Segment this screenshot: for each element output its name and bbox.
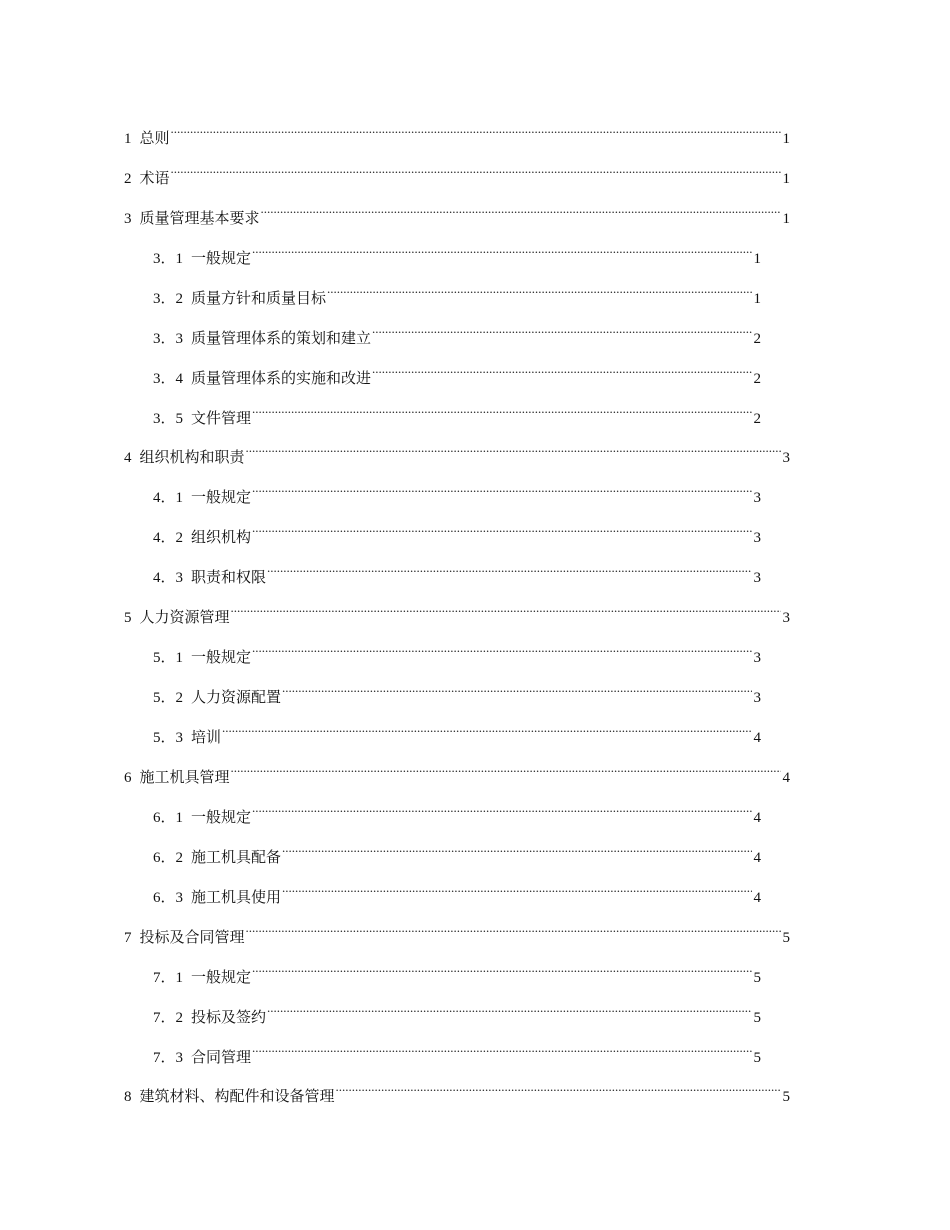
toc-dot-leader	[261, 183, 781, 223]
toc-entry-title: 一般规定	[191, 650, 252, 667]
toc-entry-number: 7．1	[153, 969, 184, 986]
toc-entry-page-number: 3	[753, 490, 761, 507]
toc-entry-page-number: 5	[782, 1089, 790, 1106]
toc-entry-number: 7	[124, 929, 132, 946]
toc-entry[interactable]	[124, 183, 790, 227]
toc-entry-title: 组织机构	[191, 530, 252, 547]
toc-entry-page-number: 1	[782, 170, 790, 187]
toc-dot-leader	[252, 942, 752, 982]
toc-dot-leader	[282, 662, 752, 702]
toc-entry-title: 质量管理体系的策划和建立	[191, 330, 372, 347]
toc-entry-page-number: 4	[753, 889, 761, 906]
toc-entry-title: 总则	[139, 130, 170, 147]
toc-entry-number: 6	[124, 769, 132, 786]
toc-entry-number: 4	[124, 450, 132, 467]
toc-entry-number: 5．1	[153, 650, 184, 667]
toc-entry-number: 7．3	[153, 1049, 184, 1066]
toc-entry-number: 3．4	[153, 370, 184, 387]
toc-entry-title: 培训	[191, 730, 222, 746]
toc-dot-leader	[252, 502, 752, 542]
toc-entry-title: 质量管理基本要求	[139, 210, 260, 227]
toc-entry-number: 3	[124, 210, 132, 227]
toc-entry-title: 合同管理	[191, 1049, 252, 1066]
toc-dot-leader	[267, 542, 752, 582]
toc-entry-page-number: 4	[753, 849, 761, 866]
toc-entry-title: 文件管理	[191, 410, 252, 427]
toc-entry-number: 4．2	[153, 530, 184, 547]
toc-dot-leader	[222, 702, 752, 742]
toc-dot-leader	[267, 982, 752, 1022]
toc-entry-page-number: 2	[753, 410, 761, 427]
toc-entry-page-number: 3	[753, 690, 761, 707]
toc-entry-title: 职责和权限	[191, 570, 267, 587]
toc-entry[interactable]	[153, 622, 761, 667]
toc-dot-leader	[372, 343, 752, 383]
toc-entry-page-number: 5	[753, 969, 761, 986]
toc-entry-number: 4．3	[153, 570, 184, 587]
toc-entry-title: 人力资源管理	[139, 610, 230, 627]
toc-entry-page-number: 4	[753, 809, 761, 826]
toc-entry[interactable]	[124, 103, 790, 147]
toc-dot-leader	[252, 462, 752, 502]
toc-entry-page-number: 3	[753, 570, 761, 587]
toc-dot-leader	[231, 742, 781, 782]
toc-entry-number: 4．1	[153, 490, 184, 507]
toc-entry-title: 投标及合同管理	[139, 929, 245, 946]
toc-entry-page-number: 3	[782, 450, 790, 467]
toc-dot-leader	[252, 782, 752, 822]
toc-entry-number: 8	[124, 1089, 132, 1106]
toc-entry-title: 一般规定	[191, 490, 252, 507]
toc-entry-title: 一般规定	[191, 250, 252, 267]
toc-entry-title: 质量管理体系的实施和改进	[191, 370, 372, 387]
toc-entry-page-number: 4	[782, 769, 790, 786]
toc-entry-number: 3．3	[153, 330, 184, 347]
toc-dot-leader	[282, 862, 752, 902]
toc-entry-number: 5．2	[153, 690, 184, 707]
toc-entry[interactable]	[124, 143, 790, 187]
toc-dot-leader	[327, 263, 752, 303]
toc-entry[interactable]	[153, 702, 761, 746]
toc-entry-number: 2	[124, 170, 132, 187]
toc-entry-title: 建筑材料、构配件和设备管理	[139, 1089, 335, 1106]
toc-entry-page-number: 5	[782, 929, 790, 946]
toc-entry-number: 3．1	[153, 250, 184, 267]
toc-entry-number: 1	[124, 130, 132, 147]
toc-entry-title: 人力资源配置	[191, 690, 282, 707]
toc-entry-page-number: 1	[782, 210, 790, 227]
toc-dot-leader	[336, 1062, 781, 1102]
toc-entry-title: 术语	[139, 170, 170, 187]
toc-dot-leader	[171, 143, 781, 183]
toc-entry-title: 施工机具使用	[191, 889, 282, 906]
toc-entry-title: 组织机构和职责	[139, 450, 245, 467]
toc-entry-page-number: 5	[753, 1009, 761, 1026]
toc-entry-title: 质量方针和质量目标	[191, 290, 327, 307]
toc-dot-leader	[282, 822, 752, 862]
toc-entry-number: 5	[124, 610, 132, 627]
toc-dot-leader	[252, 1022, 752, 1062]
toc-entry-page-number: 2	[753, 330, 761, 347]
toc-entry-page-number: 3	[753, 530, 761, 547]
toc-entry-page-number: 3	[753, 650, 761, 667]
toc-entry-title: 施工机具管理	[139, 769, 230, 786]
toc-entry-number: 3．5	[153, 410, 184, 427]
toc-dot-leader	[372, 303, 752, 343]
toc-entry-page-number: 4	[753, 730, 761, 746]
toc-dot-leader	[252, 383, 752, 423]
toc-dot-leader	[246, 902, 781, 942]
toc-entry-title: 一般规定	[191, 809, 252, 826]
toc-entry-title: 投标及签约	[191, 1009, 267, 1026]
toc-entry-title: 施工机具配备	[191, 849, 282, 866]
toc-dot-leader	[231, 582, 781, 622]
toc-dot-leader	[252, 223, 752, 263]
toc-entry-page-number: 3	[782, 610, 790, 627]
toc-entry-number: 5．3	[153, 730, 184, 746]
toc-entry-number: 6．3	[153, 889, 184, 906]
toc-dot-leader	[246, 423, 781, 463]
toc-entry[interactable]	[153, 782, 761, 826]
toc-dot-leader	[252, 622, 752, 662]
toc-entry-page-number: 2	[753, 370, 761, 387]
toc-entry[interactable]	[124, 742, 790, 786]
toc-entry-number: 6．1	[153, 809, 184, 826]
toc-entry-page-number: 1	[782, 130, 790, 147]
toc-entry-number: 6．2	[153, 849, 184, 866]
toc-entry-title: 一般规定	[191, 969, 252, 986]
toc-entry-number: 3．2	[153, 290, 184, 307]
toc-entry-page-number: 5	[753, 1049, 761, 1066]
toc-entry-page-number: 1	[753, 290, 761, 307]
toc-entry-number: 7．2	[153, 1009, 184, 1026]
toc-entry-page-number: 1	[753, 250, 761, 267]
toc-dot-leader	[171, 103, 781, 143]
table-of-contents	[0, 103, 950, 1106]
